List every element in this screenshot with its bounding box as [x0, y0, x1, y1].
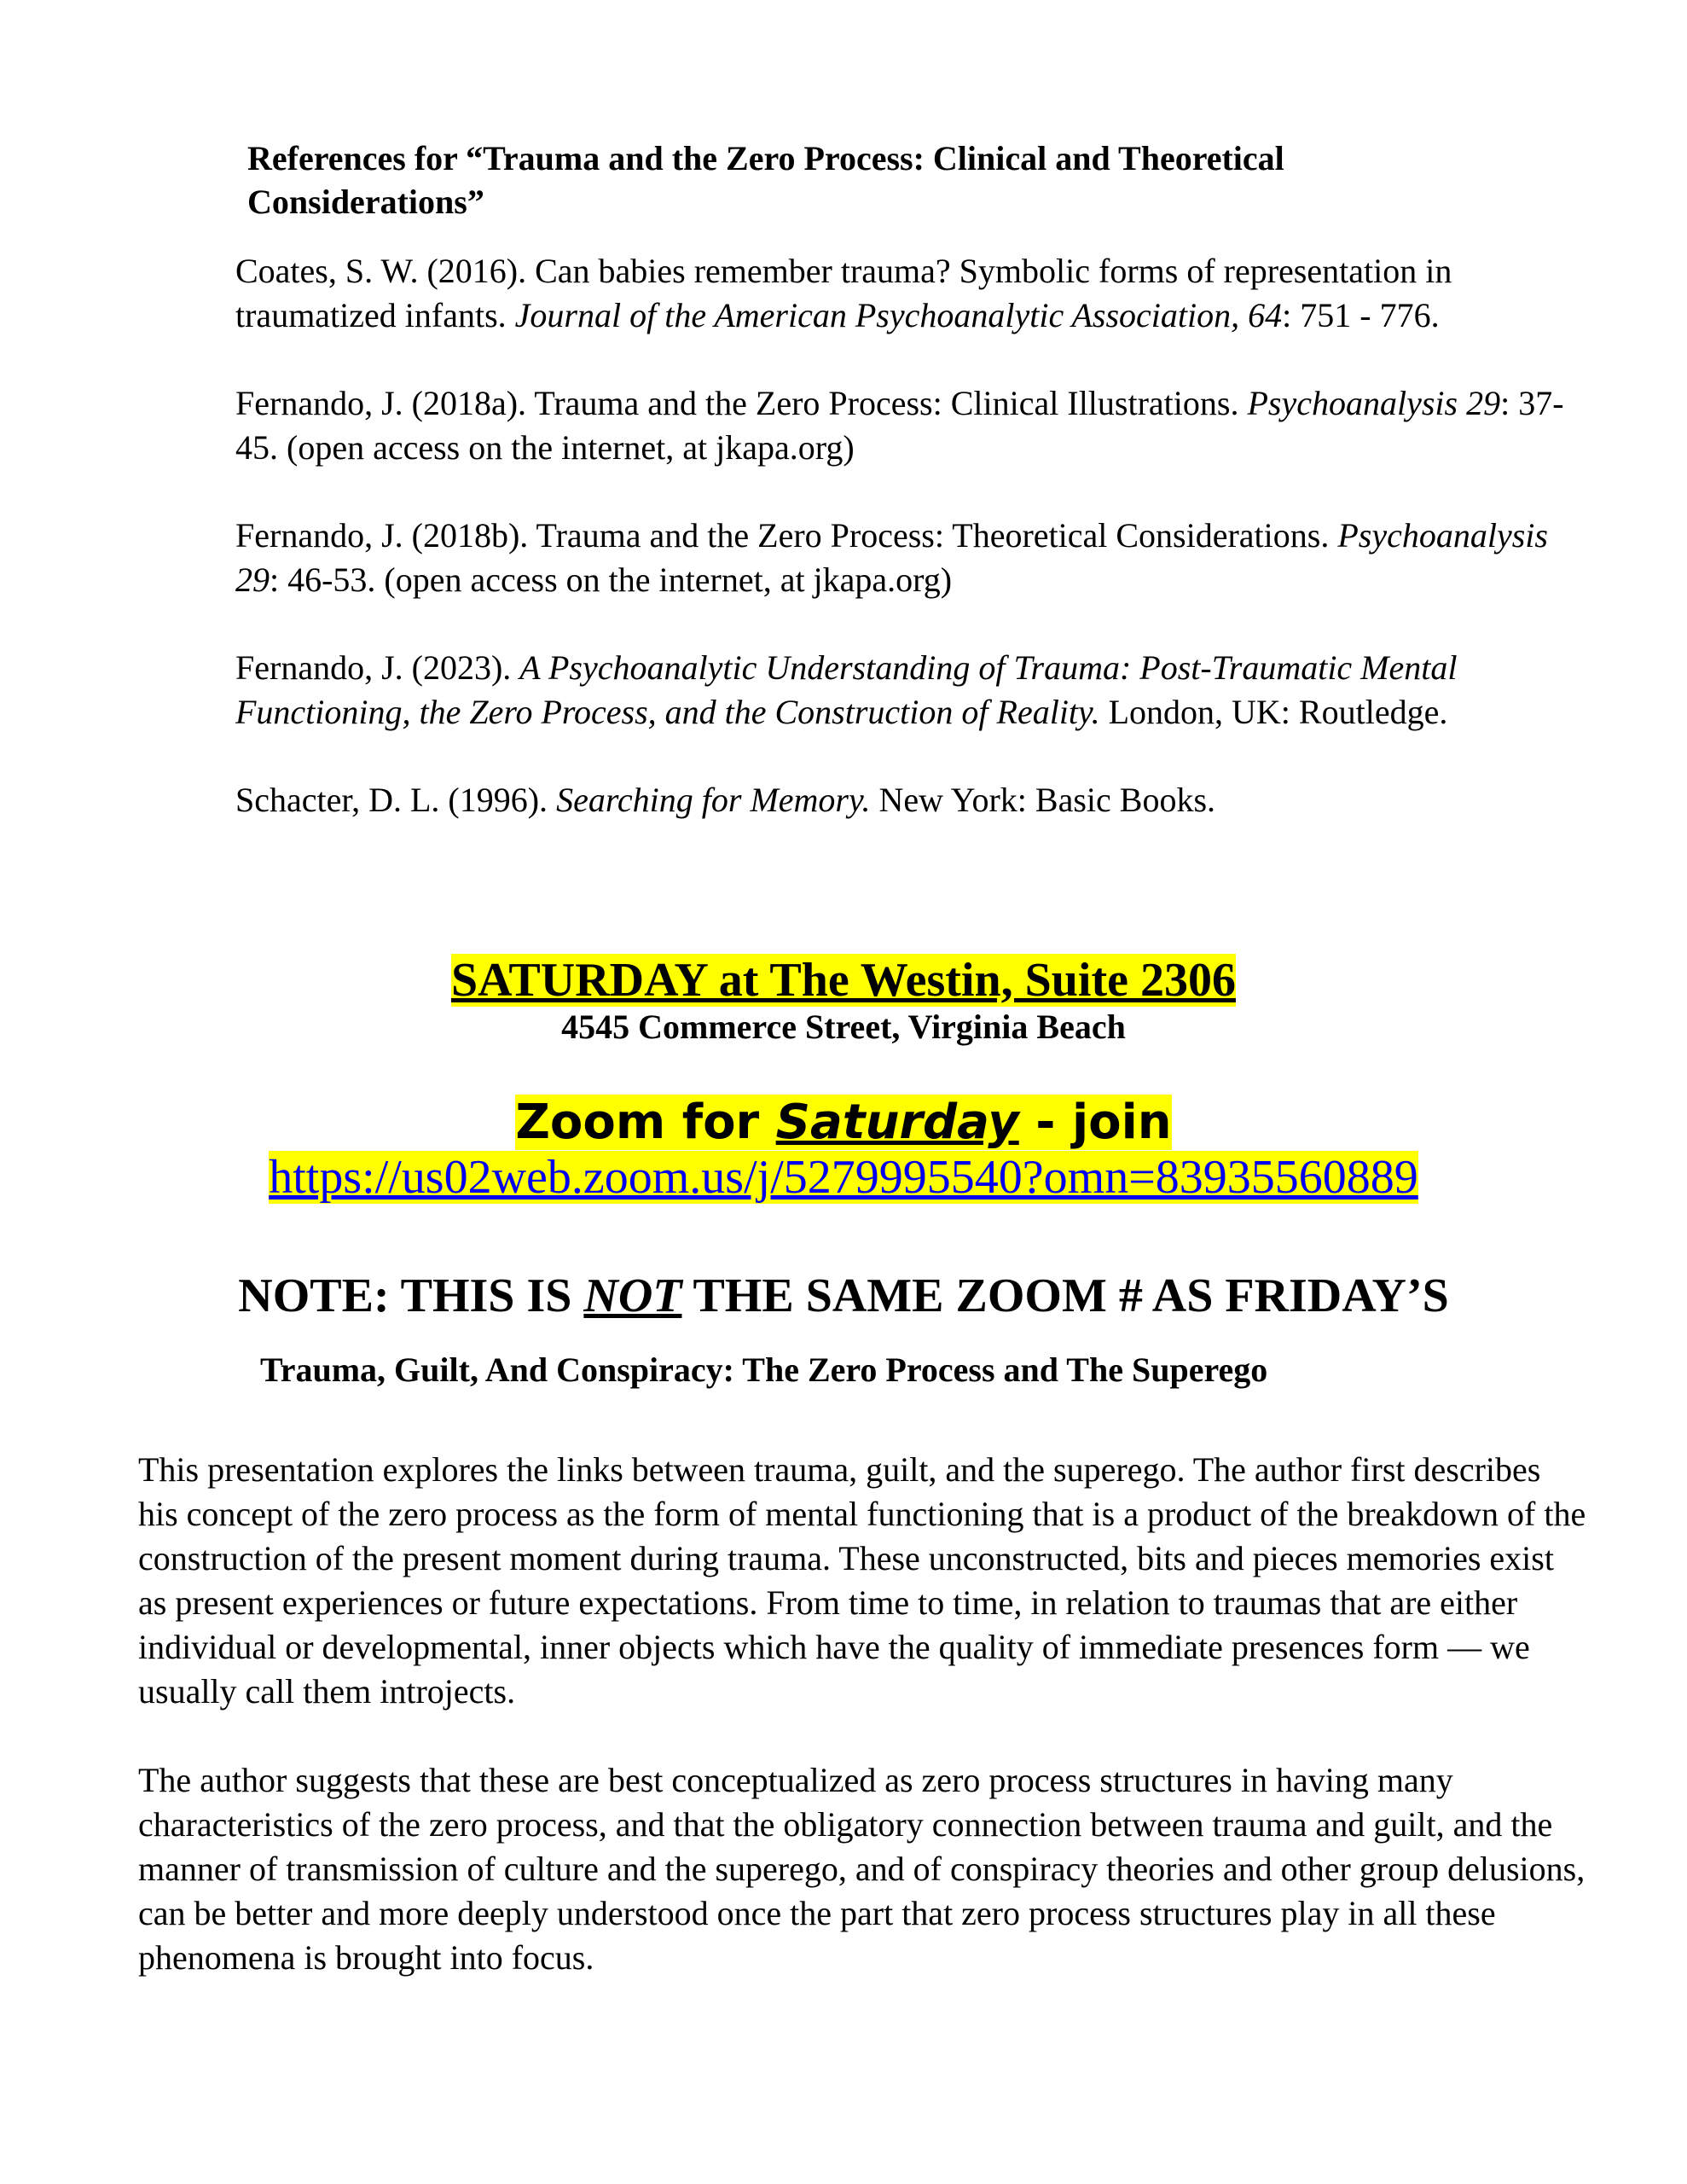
references-heading-line-2: Considerations”	[247, 183, 484, 221]
reference-entry-coates	[235, 249, 1600, 338]
zoom-link[interactable]: https://us02web.zoom.us/j/5279995540?omn=83935560889	[269, 1151, 1418, 1204]
reference-book-title: A Psychoanalytic Understanding of Trauma: Post-Traumatic Mental Functioning, the Zero Process, and the Construction of Reality.	[235, 648, 1458, 731]
reference-entry-fernando-2018b	[235, 514, 1600, 602]
reference-journal: Psychoanalysis 29	[1247, 384, 1501, 422]
references-list	[235, 249, 1600, 822]
reference-text: Coates, S. W. (2016). Can babies remember trauma? Symbolic forms of representation in traumatized infants.	[235, 252, 1452, 334]
zoom-link-line	[0, 1147, 1687, 1207]
note-suffix: THE SAME ZOOM # AS FRIDAY’S	[681, 1269, 1449, 1322]
reference-text: : 751 - 776.	[1282, 296, 1440, 334]
reference-journal: Psychoanalysis 29	[235, 516, 1548, 599]
references-heading	[247, 136, 1527, 224]
note-not-word: NOT	[583, 1269, 682, 1322]
reference-text: London, UK: Routledge.	[1099, 693, 1448, 731]
venue-address: 4545 Commerce Street, Virginia Beach	[561, 1008, 1126, 1046]
zoom-link-highlight	[269, 1151, 1418, 1204]
reference-journal: Journal of the American Psychoanalytic Association, 64	[514, 296, 1283, 334]
reference-text: Fernando, J. (2018a). Trauma and the Zero Process: Clinical Illustrations.	[235, 384, 1248, 422]
reference-text: Schacter, D. L. (1996).	[235, 781, 557, 819]
note-prefix: NOTE: THIS IS	[238, 1269, 584, 1322]
zoom-join-heading	[0, 1094, 1687, 1152]
reference-text: New York: Basic Books.	[870, 781, 1216, 819]
reference-book-title: Searching for Memory.	[556, 781, 871, 819]
zoom-join-day: Saturday	[775, 1095, 1019, 1150]
abstract-paragraph-1: This presentation explores the links between trauma, guilt, and the superego. The author first describes his concept of the zero process as the form of mental functioning that is a product of the breakdown of the construction of the present moment during trauma. These unconstructed, bits and pieces memories exist as present experiences or future expectations. From time to time, in relation to traumas that are either individual or developmental, inner objects which have the quality of immediate presences form — we usually call them introjects.	[138, 1450, 1586, 1711]
reference-text: : 37- 45. (open access on the internet, at jkapa.org)	[235, 384, 1564, 467]
references-heading-line-1: References for “Trauma and the Zero Process: Clinical and Theoretical	[247, 139, 1284, 177]
talk-abstract	[138, 1448, 1588, 2024]
talk-title: Trauma, Guilt, And Conspiracy: The Zero Process and The Superego	[260, 1350, 1268, 1389]
reference-entry-schacter	[235, 778, 1600, 822]
saturday-venue-text: SATURDAY at The Westin, Suite 2306	[450, 954, 1236, 1007]
zoom-join-suffix: - join	[1018, 1095, 1172, 1150]
saturday-venue-title	[0, 951, 1687, 1009]
reference-text: Fernando, J. (2018b). Trauma and the Zero Process: Theoretical Considerations.	[235, 516, 1338, 555]
reference-entry-fernando-2018a	[235, 381, 1600, 470]
reference-entry-fernando-2023	[235, 646, 1600, 735]
reference-text: Fernando, J. (2023).	[235, 648, 520, 687]
abstract-paragraph-2: The author suggests that these are best conceptualized as zero process structures in having many characteristics of the zero process, and that the obligatory connection between trauma and guilt, and the manner of transmission of culture and the superego, and of conspiracy theories and other group delusions, can be better and more deeply understood once the part that zero process structures play in all these phenomena is brought into focus.	[138, 1761, 1586, 1977]
reference-text: : 46-53. (open access on the internet, at jkapa.org)	[270, 561, 953, 599]
zoom-join-highlight	[515, 1095, 1171, 1150]
zoom-note	[0, 1267, 1687, 1325]
zoom-join-prefix: Zoom for	[515, 1095, 776, 1150]
